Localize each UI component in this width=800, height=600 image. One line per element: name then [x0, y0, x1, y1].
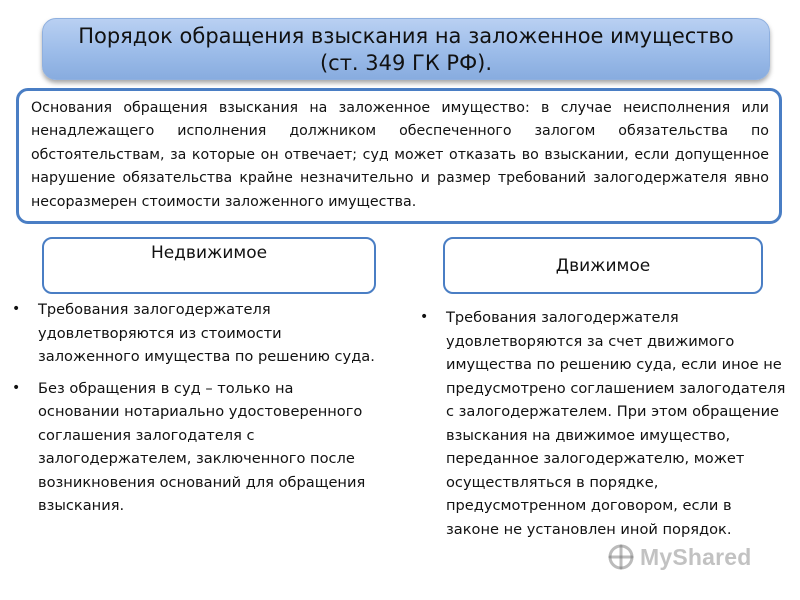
- slide-title: [42, 18, 770, 80]
- bullet-text: Требования залогодержателя удовлетворяются из стоимости заложенного имущества по решению суда.: [38, 301, 375, 365]
- share-logo-icon: [606, 542, 636, 572]
- immovable-bullet-list: [12, 298, 378, 518]
- bullet-icon: •: [12, 301, 21, 317]
- bullet-text: Без обращения в суд – только на основании нотариально удостоверенного соглашения залогодателя с залогодержателем, заключенного после возникновения оснований для обращения взыскания.: [38, 379, 366, 514]
- category-immovable-label: Недвижимое: [150, 243, 268, 263]
- bullet-text: Требования залогодержателя удовлетворяются за счет движимого имущества по решению суда, если иное не предусмотрено соглашением залогодателя с залогодержателем. При этом обращение взыскания на движимое имущество, переданное залогодержателю, может осуществляться в порядке, предусмотренном договором, если в законе не установлен иной порядок.: [446, 309, 786, 538]
- bullet-icon: •: [12, 379, 21, 396]
- watermark-text: MyShared: [640, 543, 752, 570]
- list-item: [12, 377, 378, 518]
- bullet-icon: •: [420, 309, 429, 325]
- basis-text: Основания обращения взыскания на заложенное имущество: в случае неисполнения или ненадлежащего исполнения должником обеспеченного залогом обязательства по обстоятельствам, за которые он отвечает; суд может отказать во взыскании, если допущенное нарушение обязательства крайне незначительно и размер требований залогодержателя явно несоразмерен стоимости заложенного имущества.: [31, 100, 769, 210]
- watermark: [606, 539, 752, 575]
- movable-bullet-list: [420, 306, 786, 541]
- category-immovable: [42, 237, 376, 294]
- title-line-2: (ст. 349 ГК РФ).: [319, 51, 493, 75]
- basis-text-box: [16, 88, 782, 224]
- category-movable-label: Движимое: [555, 256, 651, 276]
- title-line-1: Порядок обращения взыскания на заложенное имущество: [78, 24, 734, 48]
- list-item: [12, 298, 378, 369]
- list-item: [420, 306, 786, 541]
- category-movable: [443, 237, 763, 294]
